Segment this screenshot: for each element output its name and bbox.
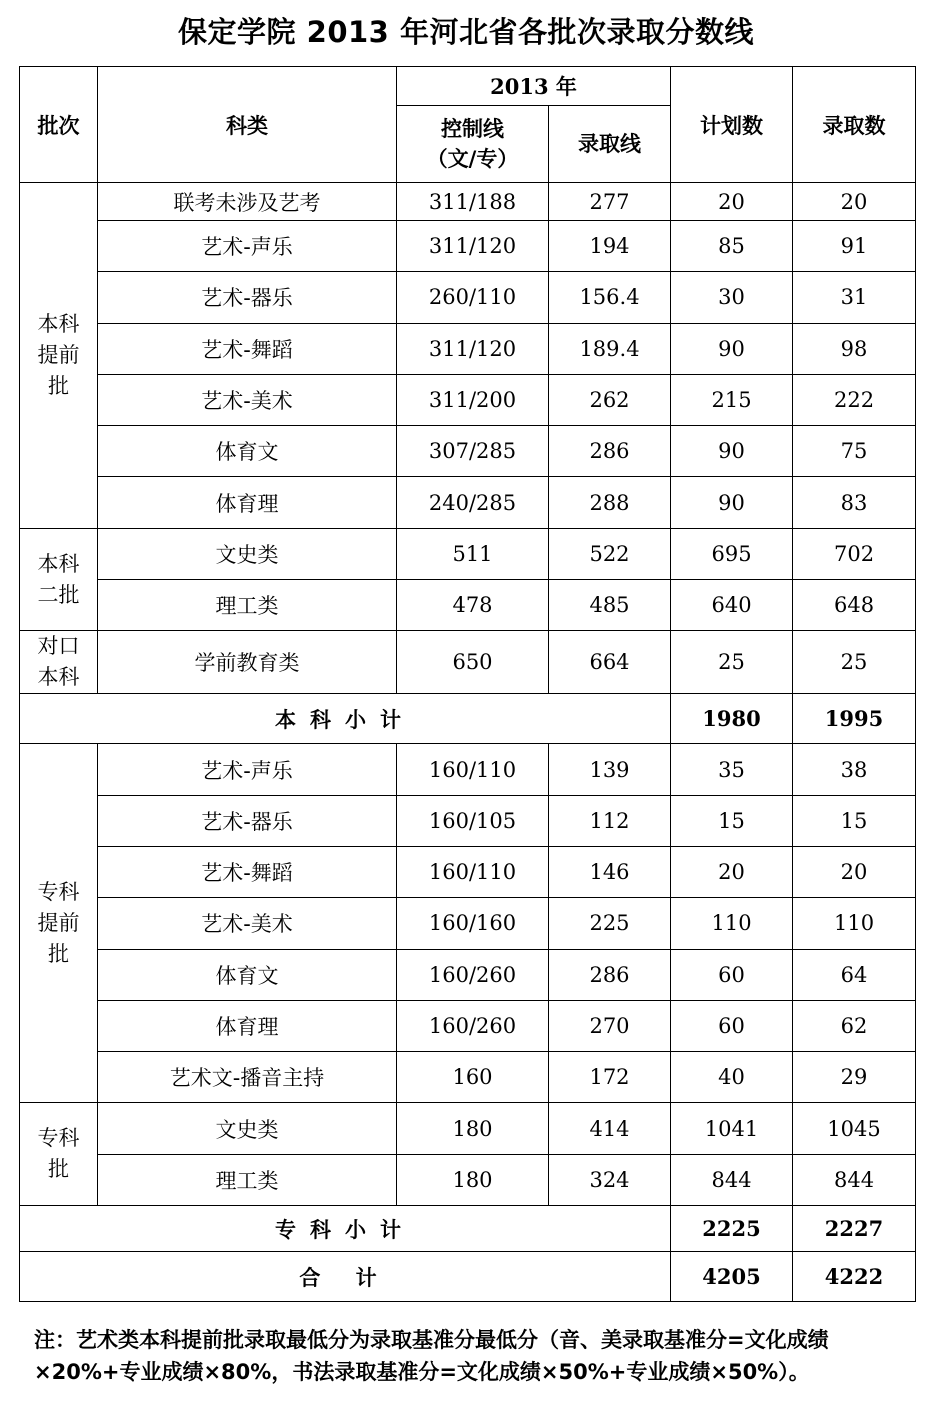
admit-line-cell: 664 xyxy=(549,631,671,694)
admitted-cell: 20 xyxy=(793,846,916,897)
header-admitted: 录取数 xyxy=(793,67,916,183)
admit-line-cell: 172 xyxy=(549,1052,671,1103)
table-row xyxy=(20,580,916,631)
control-line-cell: 240/285 xyxy=(397,477,549,528)
admit-line-cell: 414 xyxy=(549,1103,671,1154)
header-year: 2013 年 xyxy=(397,67,671,106)
control-line-cell: 160/260 xyxy=(397,1000,549,1051)
batch-cell: 本科 提前 批 xyxy=(20,183,98,529)
admission-table xyxy=(19,66,916,1302)
category-cell: 艺术-器乐 xyxy=(98,795,397,846)
plan-cell: 640 xyxy=(671,580,793,631)
header-admit-line: 录取线 xyxy=(549,106,671,183)
admit-line-cell: 156.4 xyxy=(549,272,671,323)
category-cell: 艺术-声乐 xyxy=(98,744,397,795)
control-line-cell: 160/110 xyxy=(397,744,549,795)
admit-line-cell: 324 xyxy=(549,1154,671,1205)
admit-line-cell: 522 xyxy=(549,528,671,579)
grand-total-admitted: 4222 xyxy=(793,1252,916,1302)
table-row xyxy=(20,1103,916,1154)
category-cell: 理工类 xyxy=(98,580,397,631)
plan-cell: 110 xyxy=(671,898,793,949)
control-line-cell: 160/110 xyxy=(397,846,549,897)
plan-cell: 90 xyxy=(671,426,793,477)
table-row xyxy=(20,795,916,846)
table-row xyxy=(20,528,916,579)
college-subtotal-label: 专科小计 xyxy=(20,1206,671,1252)
category-cell: 学前教育类 xyxy=(98,631,397,694)
grand-total xyxy=(20,1252,916,1302)
admitted-cell: 648 xyxy=(793,580,916,631)
table-header xyxy=(20,67,916,183)
admit-line-cell: 485 xyxy=(549,580,671,631)
admit-line-cell: 139 xyxy=(549,744,671,795)
header-control-line: 控制线 （文/专） xyxy=(397,106,549,183)
plan-cell: 60 xyxy=(671,1000,793,1051)
control-line-cell: 511 xyxy=(397,528,549,579)
plan-cell: 695 xyxy=(671,528,793,579)
header-row-top xyxy=(20,67,916,106)
plan-cell: 90 xyxy=(671,477,793,528)
admit-line-cell: 225 xyxy=(549,898,671,949)
admitted-cell: 64 xyxy=(793,949,916,1000)
table-row xyxy=(20,1000,916,1051)
admitted-cell: 31 xyxy=(793,272,916,323)
plan-cell: 40 xyxy=(671,1052,793,1103)
admitted-cell: 29 xyxy=(793,1052,916,1103)
grand-total-plan: 4205 xyxy=(671,1252,793,1302)
table-row xyxy=(20,631,916,694)
plan-cell: 15 xyxy=(671,795,793,846)
table-row xyxy=(20,183,916,221)
table-row xyxy=(20,477,916,528)
plan-cell: 215 xyxy=(671,374,793,425)
plan-cell: 25 xyxy=(671,631,793,694)
category-cell: 艺术-美术 xyxy=(98,898,397,949)
plan-cell: 1041 xyxy=(671,1103,793,1154)
table-row xyxy=(20,949,916,1000)
undergrad-subtotal xyxy=(20,694,916,744)
category-cell: 艺术-器乐 xyxy=(98,272,397,323)
category-cell: 文史类 xyxy=(98,528,397,579)
plan-cell: 85 xyxy=(671,221,793,272)
table-row xyxy=(20,323,916,374)
control-line-cell: 307/285 xyxy=(397,426,549,477)
admit-line-cell: 286 xyxy=(549,949,671,1000)
plan-cell: 30 xyxy=(671,272,793,323)
header-plan: 计划数 xyxy=(671,67,793,183)
table-row xyxy=(20,426,916,477)
control-line-cell: 180 xyxy=(397,1154,549,1205)
batch-cell: 本科 二批 xyxy=(20,528,98,631)
admit-line-cell: 288 xyxy=(549,477,671,528)
table-row xyxy=(20,221,916,272)
batch-cell: 专科 批 xyxy=(20,1103,98,1206)
admit-line-cell: 112 xyxy=(549,795,671,846)
admit-line-cell: 189.4 xyxy=(549,323,671,374)
table-row xyxy=(20,846,916,897)
table-body xyxy=(20,183,916,1302)
admit-line-cell: 286 xyxy=(549,426,671,477)
control-line-cell: 311/120 xyxy=(397,221,549,272)
footnote: 注：艺术类本科提前批录取最低分为录取基准分最低分（音、美录取基准分=文化成绩×20%+专业成绩×80%，书法录取基准分=文化成绩×50%+专业成绩×50%）。 xyxy=(34,1328,829,1384)
table-row xyxy=(20,898,916,949)
admit-line-cell: 270 xyxy=(549,1000,671,1051)
category-cell: 体育理 xyxy=(98,477,397,528)
college-subtotal-admitted: 2227 xyxy=(793,1206,916,1252)
control-line-cell: 260/110 xyxy=(397,272,549,323)
category-cell: 艺术-舞蹈 xyxy=(98,323,397,374)
control-line-cell: 160 xyxy=(397,1052,549,1103)
header-category: 科类 xyxy=(98,67,397,183)
admitted-cell: 75 xyxy=(793,426,916,477)
admitted-cell: 25 xyxy=(793,631,916,694)
category-cell: 体育文 xyxy=(98,426,397,477)
college-subtotal-plan: 2225 xyxy=(671,1206,793,1252)
plan-cell: 844 xyxy=(671,1154,793,1205)
control-line-cell: 160/260 xyxy=(397,949,549,1000)
admitted-cell: 91 xyxy=(793,221,916,272)
admitted-cell: 844 xyxy=(793,1154,916,1205)
batch-cell: 对口 本科 xyxy=(20,631,98,694)
control-line-cell: 478 xyxy=(397,580,549,631)
category-cell: 体育文 xyxy=(98,949,397,1000)
admitted-cell: 702 xyxy=(793,528,916,579)
control-line-cell: 180 xyxy=(397,1103,549,1154)
header-batch: 批次 xyxy=(20,67,98,183)
admit-line-cell: 146 xyxy=(549,846,671,897)
table-row xyxy=(20,374,916,425)
table-row xyxy=(20,1052,916,1103)
undergrad-subtotal-plan: 1980 xyxy=(671,694,793,744)
admit-line-cell: 194 xyxy=(549,221,671,272)
college-subtotal xyxy=(20,1206,916,1252)
control-line-cell: 311/188 xyxy=(397,183,549,221)
category-cell: 文史类 xyxy=(98,1103,397,1154)
plan-cell: 20 xyxy=(671,846,793,897)
category-cell: 艺术-舞蹈 xyxy=(98,846,397,897)
admitted-cell: 222 xyxy=(793,374,916,425)
category-cell: 艺术-声乐 xyxy=(98,221,397,272)
plan-cell: 90 xyxy=(671,323,793,374)
table-row xyxy=(20,272,916,323)
control-line-cell: 311/200 xyxy=(397,374,549,425)
control-line-cell: 311/120 xyxy=(397,323,549,374)
grand-total-label: 合 计 xyxy=(20,1252,671,1302)
plan-cell: 60 xyxy=(671,949,793,1000)
admit-line-cell: 262 xyxy=(549,374,671,425)
admitted-cell: 1045 xyxy=(793,1103,916,1154)
table-row xyxy=(20,744,916,795)
undergrad-subtotal-admitted: 1995 xyxy=(793,694,916,744)
batch-cell: 专科 提前 批 xyxy=(20,744,98,1103)
category-cell: 体育理 xyxy=(98,1000,397,1051)
control-line-cell: 160/160 xyxy=(397,898,549,949)
admit-line-cell: 277 xyxy=(549,183,671,221)
category-cell: 理工类 xyxy=(98,1154,397,1205)
category-cell: 艺术文-播音主持 xyxy=(98,1052,397,1103)
control-line-cell: 160/105 xyxy=(397,795,549,846)
page-title: 保定学院 2013 年河北省各批次录取分数线 xyxy=(178,15,754,49)
admitted-cell: 62 xyxy=(793,1000,916,1051)
category-cell: 艺术-美术 xyxy=(98,374,397,425)
admitted-cell: 20 xyxy=(793,183,916,221)
admitted-cell: 110 xyxy=(793,898,916,949)
undergrad-subtotal-label: 本科小计 xyxy=(20,694,671,744)
admitted-cell: 38 xyxy=(793,744,916,795)
plan-cell: 35 xyxy=(671,744,793,795)
control-line-cell: 650 xyxy=(397,631,549,694)
admitted-cell: 15 xyxy=(793,795,916,846)
plan-cell: 20 xyxy=(671,183,793,221)
admitted-cell: 83 xyxy=(793,477,916,528)
category-cell: 联考未涉及艺考 xyxy=(98,183,397,221)
admitted-cell: 98 xyxy=(793,323,916,374)
table-row xyxy=(20,1154,916,1205)
